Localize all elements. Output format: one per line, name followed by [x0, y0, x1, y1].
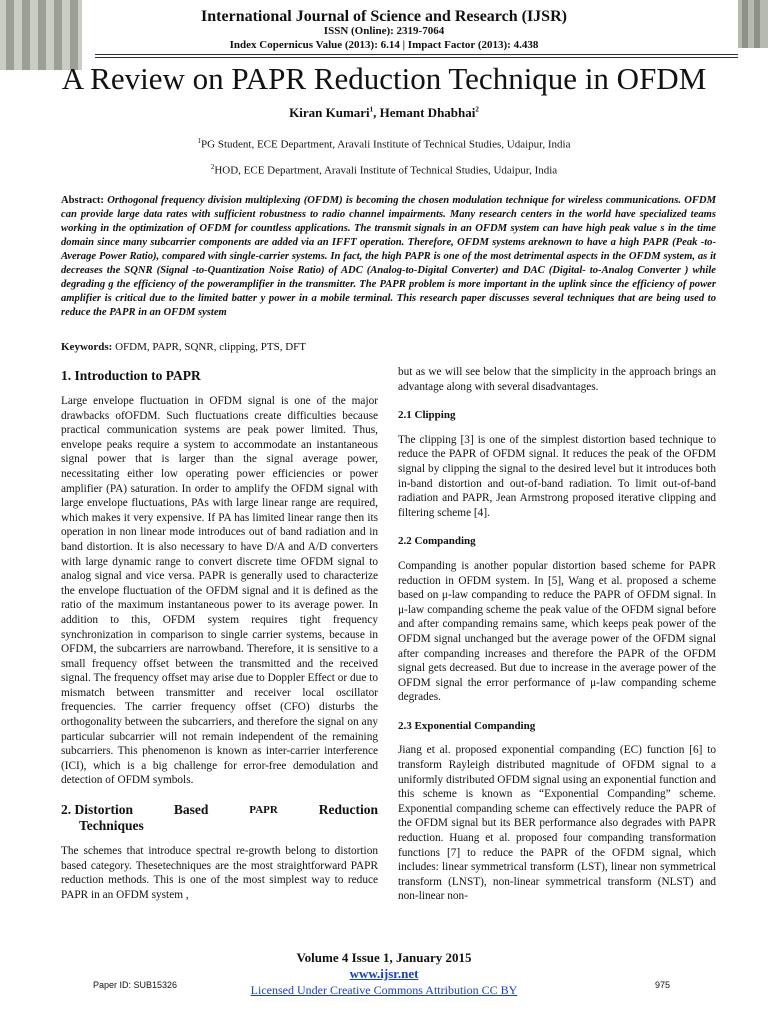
section-2-word-4: Reduction — [318, 802, 378, 818]
affiliation-2-text: HOD, ECE Department, Aravali Institute of Technical Studies, Udaipur, India — [214, 164, 558, 177]
section-2-word-2: Based — [173, 802, 209, 818]
section-2-1-heading: 2.1 Clipping — [398, 409, 456, 422]
section-2-3-heading: 2.3 Exponential Companding — [398, 719, 536, 732]
author-separator: , — [373, 105, 380, 120]
footer-license-link[interactable]: Licensed Under Creative Commons Attribution CC BY — [250, 983, 518, 997]
section-2-word-1: 2. Distortion — [61, 802, 133, 818]
affiliation-2 — [0, 163, 768, 177]
section-2-word-3: PAPR — [249, 804, 278, 817]
section-2-continued-text: but as we will see below that the simplicity in the approach brings an advantage along with several disadvantages. — [398, 366, 716, 393]
section-2-3-text: Jiang et al. proposed exponential companding (EC) function [6] to transform Rayleigh distributed magnitude of OFDM signal to a uniformly distributed OFDM signal using an exponential function and this scheme is known as “Exponential Companding” scheme. Exponential companding scheme can effectively reduce the PAPR of the OFDM signal but its BER performance also degrades with PAPR reduction. Huang et al. proposed four companding transformation functions [7] to reduce the PAPR of the OFDM signal, which includes: linear symmetrical transform (LST), linear non symmetrical transform (LNST), non-linear symmetrical transform (NLST) and non-linear non- — [398, 744, 716, 903]
section-1-heading: 1. Introduction to PAPR — [61, 368, 201, 383]
keywords-text: OFDM, PAPR, SQNR, clipping, PTS, DFT — [115, 341, 306, 353]
journal-issn: ISSN (Online): 2319-7064 — [323, 25, 445, 37]
section-2-1-text: The clipping [3] is one of the simplest distortion based technique to reduce the PAPR of OFDM signal. It reduces the peak of the OFDM signal by clipping the signal to the desired level but it introduces both in-band distortion and out-of-band radiation. To limit out-of-band radiation and PAPR, Jean Armstrong proposed iterative clipping and filtering scheme [4]. — [398, 433, 716, 519]
footer-volume: Volume 4 Issue 1, January 2015 — [296, 950, 472, 965]
author-1-sup: 1 — [369, 105, 374, 114]
abstract-text: Orthogonal frequency division multiplexing (OFDM) is becoming the chosen modulation technique for wireless communications. OFDM can provide large data rates with sufficient robustness to radio channel impairments. Many research centers in the world have specialized teams working in the optimization of OFDM for countless applications. The transmit signals in an OFDM system can have high peak value s in the time domain since many subcarrier components are added via an IFFT operation. Therefore, OFDM systems areknown to have a high PAPR (Peak -to-Average Power Ratio), compared with single-carrier systems. In fact, the high PAPR is one of the most detrimental aspects in the OFDM system, as it decreases the SQNR (Signal -to-Quantization Noise Ratio) of ADC (Analog-to-Digital Converter) and DAC (Digital- to-Analog Converter ) while degrading g the efficiency of the poweramplifier in the transmitter. The PAPR problem is more important in the uplink since the efficiency of power amplifier is critical due to the limited batter y power in a mobile terminal. This research paper discusses several techniques that are being used to reduce the PAPR in an OFDM system — [61, 195, 716, 318]
author-2-sup: 2 — [475, 105, 479, 114]
affiliation-1-sup: 1 — [197, 137, 202, 145]
footer-site-link[interactable]: www.ijsr.net — [349, 966, 419, 981]
affiliation-1 — [0, 137, 768, 151]
keywords-label: Keywords: — [61, 341, 113, 353]
paper-title: A Review on PAPR Reduction Technique in OFDM — [61, 61, 707, 96]
abstract-label: Abstract: — [61, 195, 104, 206]
keywords — [61, 341, 716, 353]
author-2: Hemant Dhabhai — [379, 105, 476, 120]
author-1: Kiran Kumari — [289, 105, 370, 120]
paper-id: Paper ID: SUB15326 — [93, 980, 178, 990]
section-2-text: The schemes that introduce spectral re-growth belong to distortion based category. Thesetechniques are the most straightforward PAPR reduction methods. This is one of the most simplest way to reduce PAPR in an OFDM system , — [61, 845, 378, 901]
section-2-heading-line1 — [61, 802, 378, 818]
right-column — [398, 365, 716, 904]
abstract — [61, 194, 716, 320]
journal-index: Index Copernicus Value (2013): 6.14 | Impact Factor (2013): 4.438 — [229, 39, 539, 51]
journal-name: International Journal of Science and Research (IJSR) — [201, 8, 567, 25]
section-2-word-5: Techniques — [79, 818, 144, 834]
section-2-heading — [61, 802, 378, 834]
authors — [0, 105, 768, 121]
left-column — [61, 368, 378, 902]
section-1-text: Large envelope fluctuation in OFDM signal is one of the major drawbacks ofOFDM. Such fluctuations create difficulties because practical communication systems are peak power limited. Thus, envelope peaks require a system to accommodate an instantaneous signal power that is larger than the signal average power, necessitating either low operating power efficiencies or power amplifier (PA) saturation. In order to amplify the OFDM signal with large envelope fluctuations, PAs with large linear range are required, which makes it very expensive. If PA has limited linear range then its operation in non linear mode introduces out of band radiation and in band distortion. It is also necessary to have D/A and A/D converters with large dynamic range to convert discrete time OFDM signal to analog signal and vice versa. PAPR is generally used to characterize the envelope fluctuation of the OFDM signal and it is defined as the ratio of the maximum instantaneous power to its average power. In addition to this, OFDM system requires tight frequency synchronization in comparison to single carrier systems, because in OFDM, the subcarriers are narrowband. Therefore, it is sensitive to a small frequency offset between the transmitted and the received signal. The frequency offset may arise due to Doppler Effect or due to mismatch between transmitter and receiver local oscillator frequencies. The carrier frequency offset (CFO) disturbs the orthogonality between the subcarriers, and therefore the signal on any particular subcarrier will not remain independent of the remaining subcarriers. This phenomenon is known as inter-carrier interference (ICI), which is a big challenge for error-free demodulation and detection of OFDM symbols. — [61, 395, 378, 787]
header-rule-bottom — [95, 57, 738, 58]
affiliation-1-text: PG Student, ECE Department, Aravali Institute of Technical Studies, Udaipur, India — [201, 138, 571, 151]
header-rule-top — [95, 54, 738, 55]
section-2-2-heading: 2.2 Companding — [398, 535, 476, 548]
page-number: 975 — [655, 980, 671, 990]
affiliation-2-sup: 2 — [210, 163, 215, 171]
section-2-2-text: Companding is another popular distortion based scheme for PAPR reduction in OFDM system. In [5], Wang et al. proposed a scheme based on μ-law companding to reduce the PAPR of OFDM signal. In μ-law companding scheme the peak value of the OFDM signal before and after companding remains same, which keeps peak power of the OFDM signal unchanged but the average power of the OFDM signal after companding increases and therefore the PAPR of the OFDM signal gets decreased. But due to increase in the average power of the OFDM signal the error performance of μ-law companding scheme degrades. — [398, 559, 716, 704]
